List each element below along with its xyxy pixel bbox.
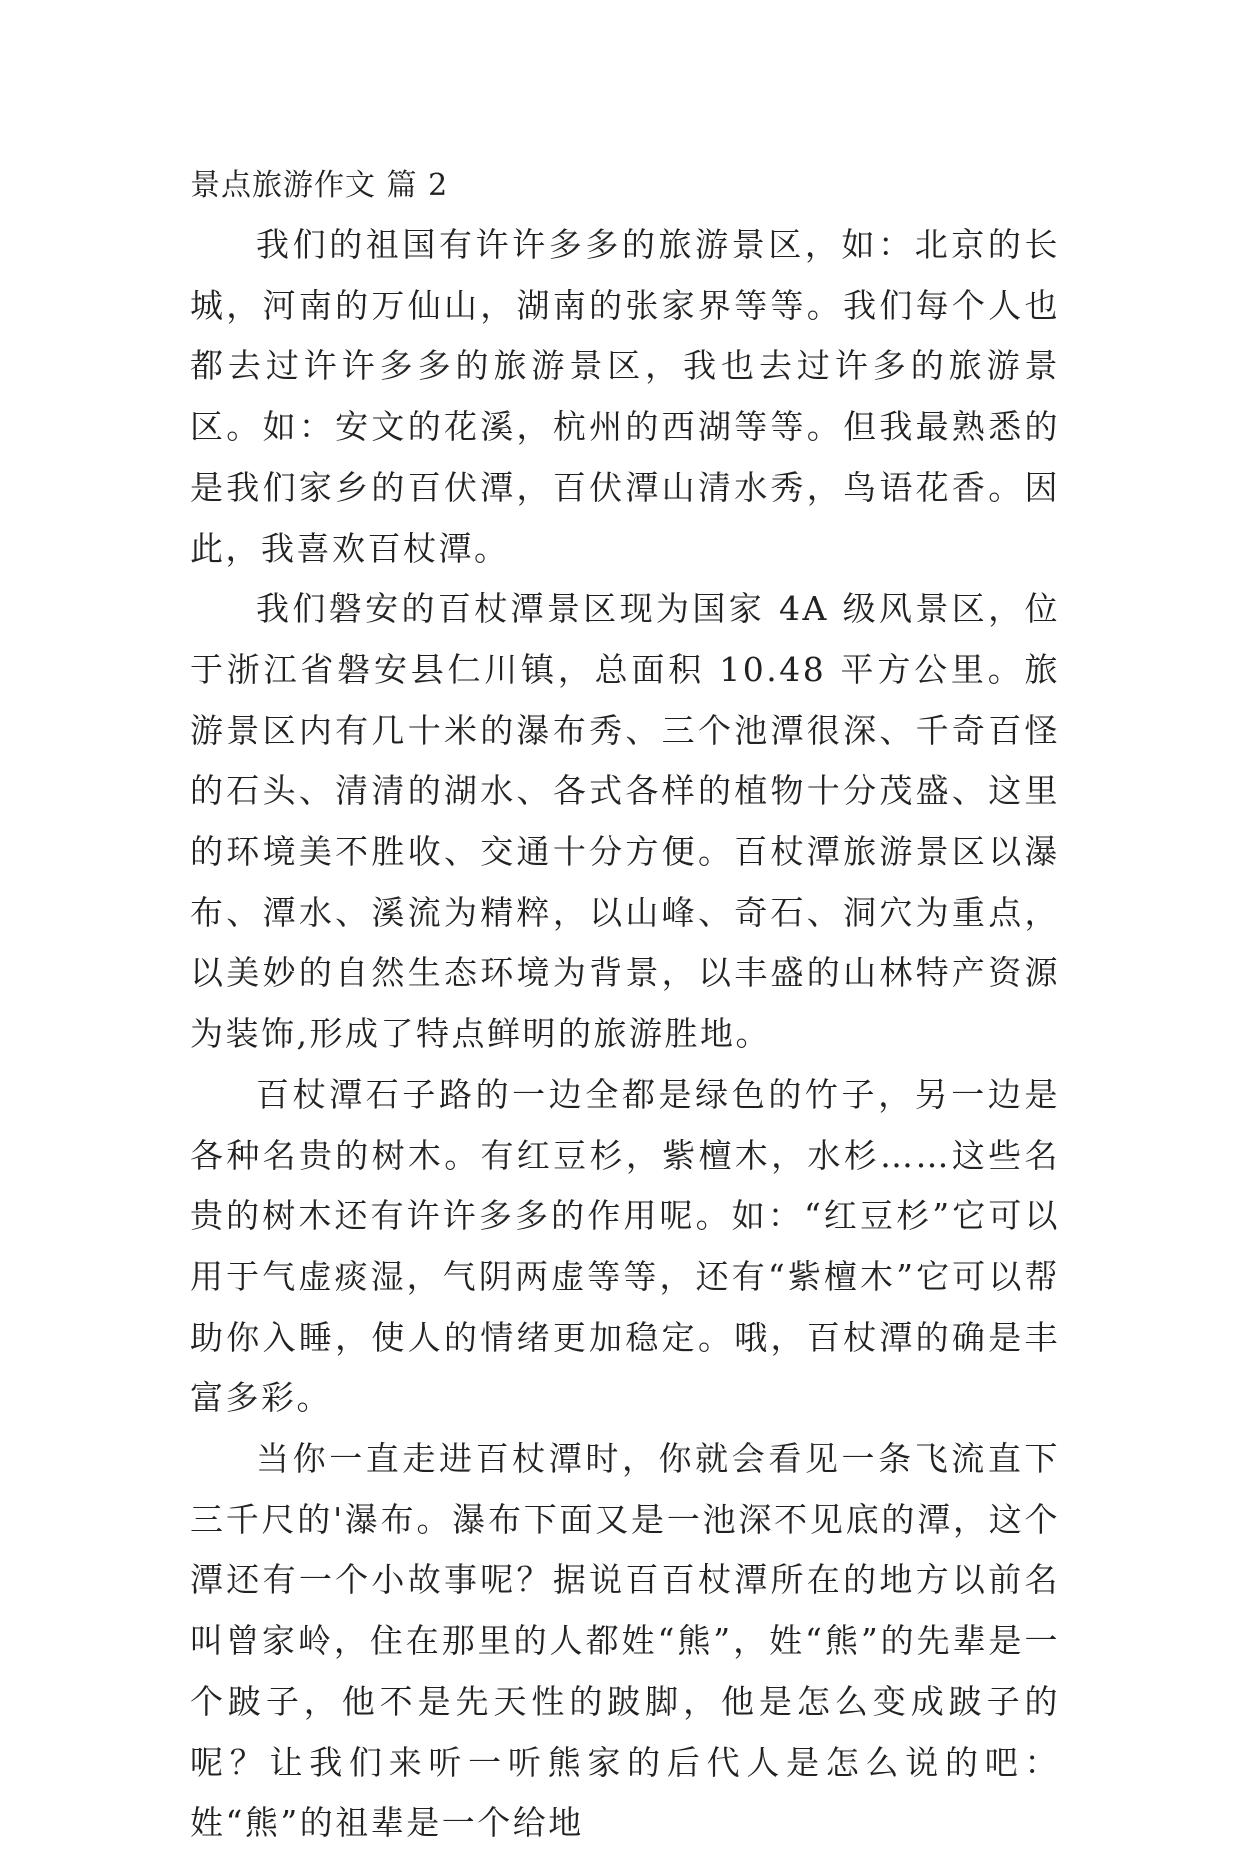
paragraph-1: 我们的祖国有许许多多的旅游景区，如：北京的长城，河南的万仙山，湖南的张家界等等。我们每个人也都去过许许多多的旅游景区，我也去过许多的旅游景区。如：安文的花溪，杭州的西湖等等。但我最熟悉的是我们家乡的百伏潭，百伏潭山清水秀，鸟语花香。因此，我喜欢百杖潭。 bbox=[190, 225, 1060, 568]
paragraph-2: 我们磐安的百杖潭景区现为国家 4A 级风景区，位于浙江省磐安县仁川镇，总面积 10.48 平方公里。旅游景区内有几十米的瀑布秀、三个池潭很深、千奇百怪的石头、清清的湖水、各式各样的植物十分茂盛、这里的环境美不胜收、交通十分方便。百杖潭旅游景区以瀑布、潭水、溪流为精粹，以山峰、奇石、洞穴为重点，以美妙的自然生态环境为背景，以丰盛的山林特产资源为装饰,形成了特点鲜明的旅游胜地。 bbox=[190, 589, 1060, 1054]
document-title: 景点旅游作文 篇 2 bbox=[190, 168, 449, 203]
document-body bbox=[190, 187, 1060, 1854]
paragraph-4: 当你一直走进百杖潭时，你就会看见一条飞流直下三千尺的'瀑布。瀑布下面又是一池深不见底的潭，这个潭还有一个小故事呢？据说百百杖潭所在的地方以前名叫曾家岭，住在那里的人都姓“熊”，姓“熊”的先辈是一个跛子，他不是先天性的跛脚，他是怎么变成跛子的呢？让我们来听一听熊家的后代人是怎么说的吧：姓“熊”的祖辈是一个给地 bbox=[190, 1439, 1060, 1843]
paragraph-3: 百杖潭石子路的一边全都是绿色的竹子，另一边是各种名贵的树木。有红豆杉，紫檀木，水杉……这些名贵的树木还有许许多多的作用呢。如：“红豆杉”它可以用于气虚痰湿，气阴两虚等等，还有“紫檀木”它可以帮助你入睡，使人的情绪更加稳定。哦，百杖潭的确是丰富多彩。 bbox=[190, 1074, 1060, 1418]
